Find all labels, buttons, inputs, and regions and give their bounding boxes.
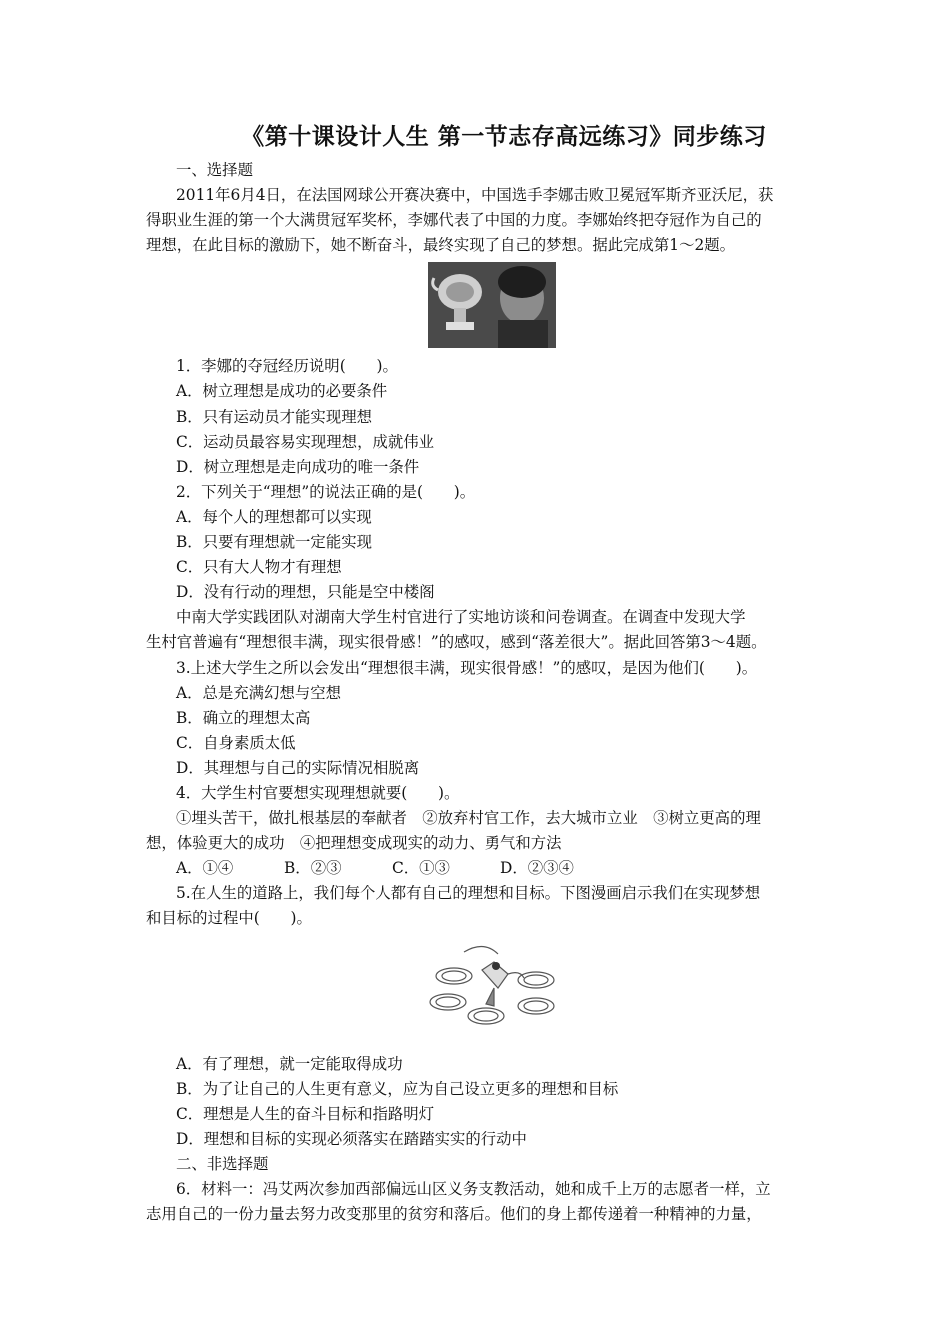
option: B．只要有理想就一定能实现 (176, 533, 372, 552)
question-1: 1．李娜的夺冠经历说明( )。 (176, 357, 398, 376)
option: B．②③ (284, 859, 342, 878)
option-row (146, 856, 810, 881)
option: B．为了让自己的人生更有意义，应为自己设立更多的理想和目标 (176, 1079, 619, 1098)
option: B．确立的理想太高 (176, 708, 311, 727)
option: D．②③④ (500, 859, 574, 878)
question-3: 3.上述大学生之所以会发出“理想很丰满，现实很骨感！”的感叹，是因为他们( )。 (176, 658, 758, 677)
passage-line: 理想，在此目标的激励下，她不断奋斗，最终实现了自己的梦想。据此完成第1～2题。 (146, 236, 736, 255)
option: D．理想和目标的实现必须落实在踏踏实实的行动中 (176, 1129, 527, 1148)
option: A．每个人的理想都可以实现 (176, 507, 372, 526)
cartoon-figure (146, 932, 810, 1052)
option: A．有了理想，就一定能取得成功 (176, 1054, 403, 1073)
question-5: 5.在人生的道路上，我们每个人都有自己的理想和目标。下图漫画启示我们在实现梦想 (176, 884, 761, 903)
option: C．理想是人生的奋斗目标和指路明灯 (176, 1104, 435, 1123)
section-heading: 二、非选择题 (176, 1154, 269, 1173)
question-6: 志用自己的一份力量去努力改变那里的贫穷和落后。他们的身上都传递着一种精神的力量， (146, 1205, 762, 1224)
page-title: 《第十课设计人生 第一节志存高远练习》同步练习 (241, 124, 767, 150)
passage-line: 得职业生涯的第一个大满贯冠军奖杯，李娜代表了中国的力度。李娜始终把夺冠作为自己的 (146, 211, 762, 230)
option: D．其理想与自己的实际情况相脱离 (176, 758, 420, 777)
option: D．没有行动的理想，只能是空中楼阁 (176, 583, 435, 602)
option: C．自身素质太低 (176, 733, 296, 752)
section-heading: 一、选择题 (176, 161, 253, 179)
option: A．树立理想是成功的必要条件 (176, 382, 388, 401)
option: B．只有运动员才能实现理想 (176, 407, 372, 426)
option: C．①③ (392, 859, 450, 878)
question-5: 和目标的过程中( )。 (146, 909, 312, 928)
question-4-stem: 想，体验更大的成功 ④把理想变成现实的动力、勇气和方法 (146, 834, 562, 853)
passage-line: 2011年6月4日，在法国网球公开赛决赛中，中国选手李娜击败卫冕冠军斯齐亚沃尼，获 (176, 186, 774, 205)
passage-line: 中南大学实践团队对湖南大学生村官进行了实地访谈和问卷调查。在调查中发现大学 (176, 608, 746, 627)
option: D．树立理想是走向成功的唯一条件 (176, 457, 420, 476)
option: C．只有大人物才有理想 (176, 558, 342, 577)
trophy-photo (428, 262, 556, 348)
document-body (146, 158, 810, 1227)
question-2: 2．下列关于“理想”的说法正确的是( )。 (176, 482, 476, 501)
cartoon-image (424, 940, 564, 1040)
question-4-stem: ①埋头苦干，做扎根基层的奉献者 ②放弃村官工作，去大城市立业 ③树立更高的理 (176, 809, 761, 828)
passage-line: 生村官普遍有“理想很丰满，现实很骨感！”的感叹，感到“落差很大”。据此回答第3～4题。 (146, 633, 767, 652)
trophy-photo-figure (146, 258, 810, 354)
option: C．运动员最容易实现理想，成就伟业 (176, 432, 435, 451)
option: A．①④ (176, 859, 234, 878)
question-4: 4．大学生村官要想实现理想就要( )。 (176, 783, 460, 802)
option: A．总是充满幻想与空想 (176, 683, 342, 702)
question-6: 6．材料一：冯艾两次参加西部偏远山区义务支教活动，她和成千上万的志愿者一样，立 (176, 1180, 771, 1198)
